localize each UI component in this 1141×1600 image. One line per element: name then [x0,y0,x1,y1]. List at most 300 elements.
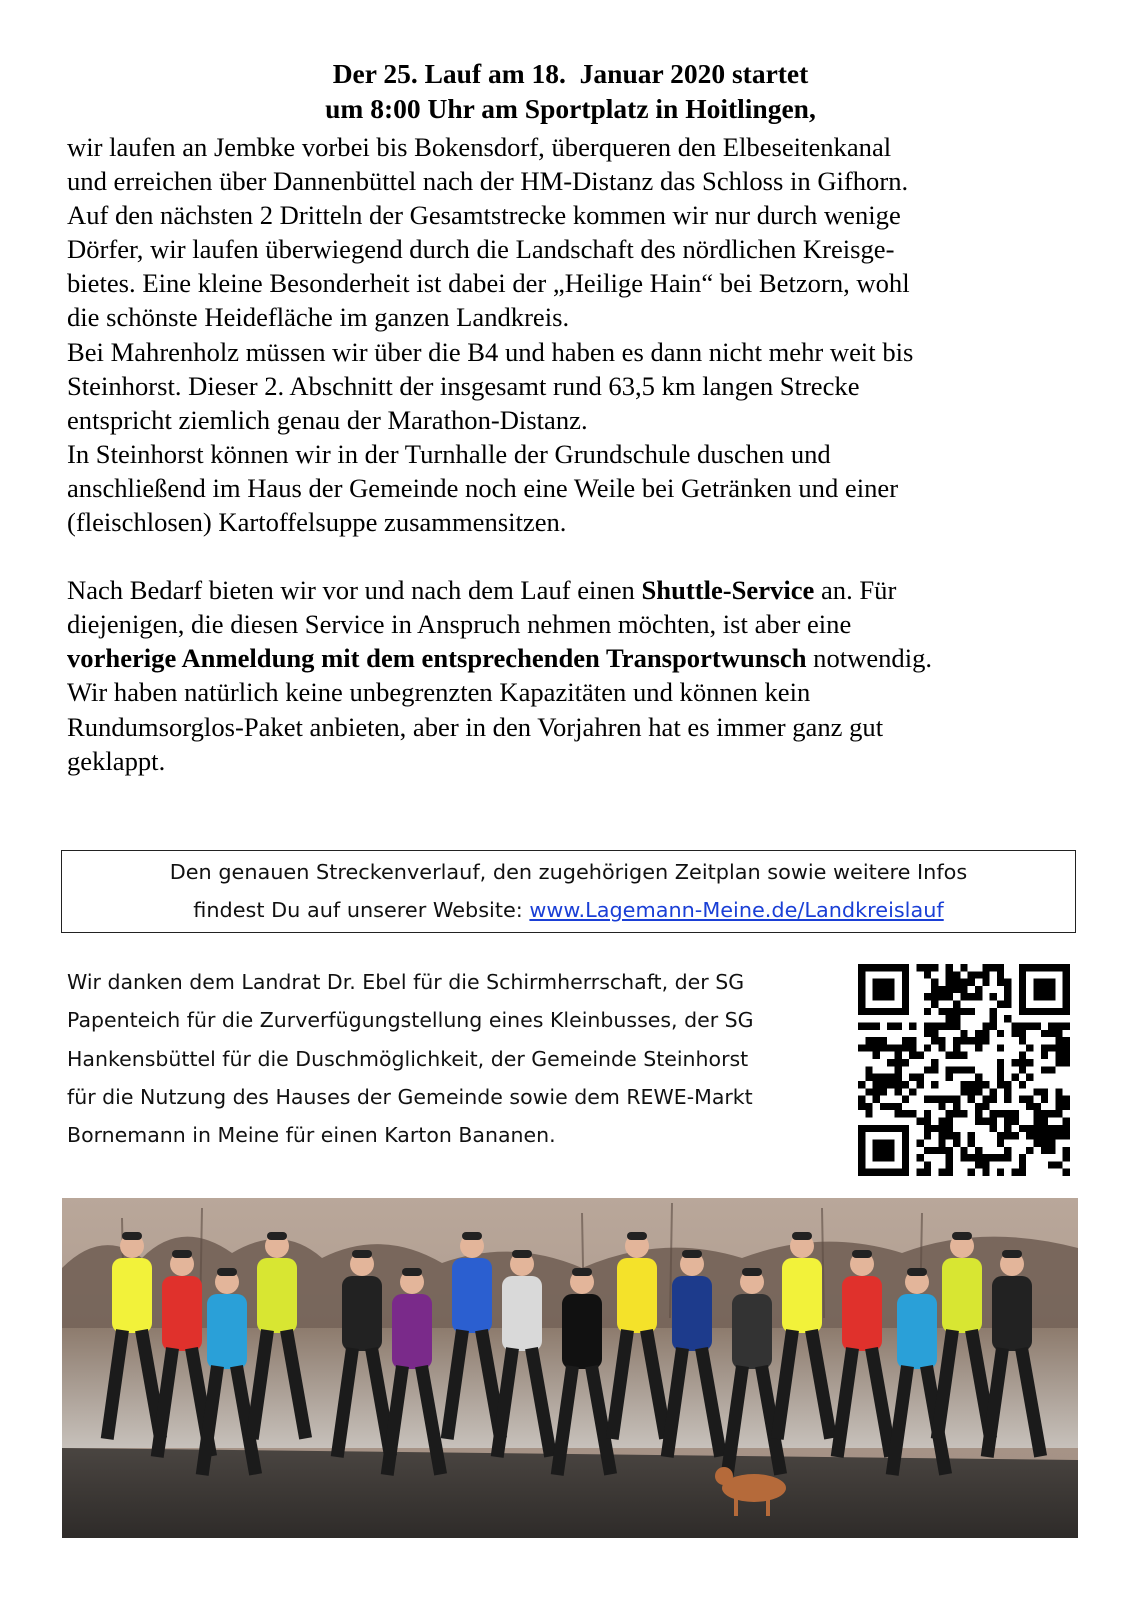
qr-module [902,971,909,978]
qr-module [902,1059,909,1066]
qr-module [858,1154,865,1161]
qr-module [982,1030,989,1037]
qr-module [990,964,997,971]
qr-module [1033,1132,1040,1139]
qr-module [946,993,953,1000]
qr-module [1019,993,1026,1000]
qr-module [880,993,887,1000]
qr-module [1048,1030,1055,1037]
qr-module [953,1001,960,1008]
qr-module [997,1081,1004,1088]
qr-module [953,1015,960,1022]
qr-module [953,1139,960,1146]
qr-module [858,1103,865,1110]
qr-module [865,1088,872,1095]
qr-module [975,971,982,978]
qr-module [865,964,872,971]
qr-module [924,1147,931,1154]
qr-module [873,1096,880,1103]
qr-module [1055,1044,1062,1051]
qr-module [1019,986,1026,993]
body-line: bietes. Eine kleine Besonderheit ist dabei der „Heilige Hain“ bei Betzorn, wohl [67,268,910,299]
body-line: geklappt. [67,745,166,776]
qr-module [880,1103,887,1110]
qr-module [880,1037,887,1044]
qr-module [865,1074,872,1081]
qr-module [997,1169,1004,1176]
thanks-paragraph [67,963,847,1154]
qr-module [982,979,989,986]
registration-emphasis: vorherige Anmeldung mit dem entsprechenden Transportwunsch [67,643,807,674]
qr-module [1063,1044,1070,1051]
qr-module [946,1022,953,1029]
qr-module [975,986,982,993]
qr-module [1004,1118,1011,1125]
body-line: Dörfer, wir laufen überwiegend durch die Landschaft des nördlichen Kreisge- [67,234,895,265]
body-line: In Steinhorst können wir in der Turnhalle der Grundschule duschen und [67,438,831,469]
qr-module [960,1088,967,1095]
qr-module [865,1037,872,1044]
qr-module [982,1103,989,1110]
qr-module [902,1037,909,1044]
qr-module [902,964,909,971]
qr-module [938,1139,945,1146]
headline-line-2: um 8:00 Uhr am Sportplatz in Hoitlingen, [325,93,816,124]
qr-module [924,1118,931,1125]
qr-module [1063,1132,1070,1139]
qr-module [997,1030,1004,1037]
qr-module [858,1161,865,1168]
qr-module [1041,1132,1048,1139]
qr-module [1012,1059,1019,1066]
qr-module [1055,1096,1062,1103]
qr-module [1063,986,1070,993]
qr-module [960,1037,967,1044]
qr-module [1004,1147,1011,1154]
qr-module [895,1110,902,1117]
body-text [67,130,1087,778]
qr-module [990,1118,997,1125]
qr-module [902,1008,909,1015]
qr-module [880,1147,887,1154]
qr-module [1004,1015,1011,1022]
qr-module [902,1139,909,1146]
qr-module [1012,1110,1019,1117]
qr-module [902,1001,909,1008]
qr-module [873,1037,880,1044]
qr-module [909,1044,916,1051]
qr-module [953,971,960,978]
qr-module [1055,1008,1062,1015]
qr-module [975,1118,982,1125]
qr-module [858,1169,865,1176]
qr-module [1063,1118,1070,1125]
qr-module [1026,1147,1033,1154]
qr-module [1019,1022,1026,1029]
qr-module [938,993,945,1000]
qr-module [1048,1161,1055,1168]
qr-module [873,964,880,971]
qr-module [938,1037,945,1044]
qr-module [858,971,865,978]
qr-module [1041,1030,1048,1037]
shuttle-line-1 [67,573,1087,607]
qr-module [946,1132,953,1139]
qr-module [938,1096,945,1103]
qr-module [982,1037,989,1044]
qr-module [975,1103,982,1110]
qr-module [916,1074,923,1081]
qr-module [946,979,953,986]
qr-module [1004,1132,1011,1139]
qr-module [887,1074,894,1081]
qr-module [997,1044,1004,1051]
qr-module [1063,979,1070,986]
qr-module [968,1169,975,1176]
qr-module [902,1110,909,1117]
qr-module [997,1059,1004,1066]
qr-module [873,1022,880,1029]
info-line-1: Den genauen Streckenverlauf, den zugehörigen Zeitplan sowie weitere Infos [169,860,968,884]
qr-module [953,1037,960,1044]
qr-module [902,986,909,993]
qr-module [931,993,938,1000]
qr-module [924,964,931,971]
qr-module [1063,1096,1070,1103]
qr-module [1004,1125,1011,1132]
qr-module [1019,971,1026,978]
qr-module [1041,1088,1048,1095]
shuttle-text: Nach Bedarf bieten wir vor und nach dem Lauf einen [67,575,642,606]
qr-module [1055,1161,1062,1168]
qr-module [1048,1044,1055,1051]
registration-line [67,641,1087,675]
qr-module [946,1015,953,1022]
qr-module [997,1139,1004,1146]
body-line: (fleischlosen) Kartoffelsuppe zusammensitzen. [67,507,567,538]
qr-module [975,1081,982,1088]
qr-module [1019,964,1026,971]
qr-module [887,1059,894,1066]
qr-module [916,1052,923,1059]
website-link[interactable]: www.Lagemann-Meine.de/Landkreislauf [529,898,944,922]
qr-module [887,1044,894,1051]
qr-module [931,964,938,971]
qr-module [1055,964,1062,971]
qr-module [1063,1001,1070,1008]
qr-module [1041,1066,1048,1073]
qr-module [1012,1118,1019,1125]
qr-module [865,1022,872,1029]
qr-module [909,1074,916,1081]
body-line: diejenigen, die diesen Service in Anspruch nehmen möchten, ist aber eine [67,609,852,640]
qr-module [924,1132,931,1139]
qr-module [1012,1132,1019,1139]
body-line: Bei Mahrenholz müssen wir über die B4 und haben es dann nicht mehr weit bis [67,336,914,367]
qr-module [858,1044,865,1051]
qr-module [880,1154,887,1161]
qr-module [960,979,967,986]
qr-module [931,979,938,986]
qr-module [909,1088,916,1095]
qr-module [895,1125,902,1132]
qr-module [902,1147,909,1154]
qr-module [946,1147,953,1154]
qr-module [975,1147,982,1154]
qr-module [968,1139,975,1146]
qr-module [895,1052,902,1059]
qr-module [1063,964,1070,971]
qr-module [1041,1096,1048,1103]
qr-module [1033,986,1040,993]
qr-module [931,1022,938,1029]
qr-module [982,971,989,978]
qr-module [909,1037,916,1044]
headline [0,56,1141,126]
qr-module [960,1030,967,1037]
qr-module [873,1154,880,1161]
qr-module [968,1088,975,1095]
qr-module [924,1096,931,1103]
qr-module [858,1001,865,1008]
qr-module [953,979,960,986]
qr-module [916,1118,923,1125]
qr-module [931,1066,938,1073]
qr-module [1019,1169,1026,1176]
qr-module [990,1096,997,1103]
qr-module [1012,1074,1019,1081]
qr-module [1063,1169,1070,1176]
qr-module [1004,1110,1011,1117]
qr-module [1004,986,1011,993]
qr-module [960,1066,967,1073]
qr-module [938,1169,945,1176]
qr-module [953,1132,960,1139]
body-line: Auf den nächsten 2 Dritteln der Gesamtstrecke kommen wir nur durch wenige [67,200,901,231]
qr-module [1063,1008,1070,1015]
body-line: Steinhorst. Dieser 2. Abschnitt der insgesamt rund 63,5 km langen Strecke [67,370,860,401]
qr-module [968,979,975,986]
qr-module [1019,1161,1026,1168]
qr-module [1019,1059,1026,1066]
qr-module [902,1132,909,1139]
qr-module [997,1154,1004,1161]
qr-module [909,1022,916,1029]
qr-module [982,1154,989,1161]
qr-module [887,964,894,971]
website-info-box [61,850,1076,933]
qr-module [858,986,865,993]
qr-module [1033,1103,1040,1110]
qr-module [895,1088,902,1095]
qr-module [946,1074,953,1081]
qr-module [1033,979,1040,986]
qr-module [975,993,982,1000]
thanks-line: Bornemann in Meine für einen Karton Bananen. [67,1123,556,1148]
qr-module [968,1066,975,1073]
qr-module [931,1059,938,1066]
qr-module [880,1081,887,1088]
qr-module [1019,979,1026,986]
qr-module [895,964,902,971]
qr-module [960,986,967,993]
qr-module [858,1096,865,1103]
qr-module [938,1118,945,1125]
qr-module [975,1074,982,1081]
qr-module [1055,1103,1062,1110]
qr-module [946,1110,953,1117]
qr-module [1026,1059,1033,1066]
qr-module [1048,964,1055,971]
qr-module [880,1169,887,1176]
qr-module [1063,1154,1070,1161]
qr-module [895,1081,902,1088]
qr-module [982,1022,989,1029]
qr-module [1063,993,1070,1000]
qr-module [1055,1030,1062,1037]
qr-module [968,1037,975,1044]
qr-module [1041,1008,1048,1015]
qr-module [902,1169,909,1176]
qr-module [968,971,975,978]
qr-module [873,1088,880,1095]
qr-module [946,1161,953,1168]
qr-module [880,964,887,971]
qr-module [924,1066,931,1073]
qr-module [931,1081,938,1088]
qr-module [931,1037,938,1044]
qr-module [916,1139,923,1146]
qr-module [938,1044,945,1051]
qr-module [902,1081,909,1088]
qr-module [1048,1066,1055,1073]
qr-module [873,1081,880,1088]
qr-module [1004,1081,1011,1088]
qr-module [968,993,975,1000]
qr-module [865,1066,872,1073]
qr-module [880,1139,887,1146]
qr-module [990,1088,997,1095]
qr-module [938,1103,945,1110]
qr-module [990,1008,997,1015]
qr-module [982,964,989,971]
thanks-line: Hankensbüttel für die Duschmöglichkeit, der Gemeinde Steinhorst [67,1046,749,1071]
qr-module [887,1169,894,1176]
qr-module [858,1139,865,1146]
qr-module [865,1110,872,1117]
qr-module [1004,1096,1011,1103]
shuttle-text: an. Für [814,575,897,606]
qr-module [924,1169,931,1176]
qr-module [931,1096,938,1103]
qr-module [873,1139,880,1146]
qr-module [990,1154,997,1161]
qr-code-icon[interactable] [858,964,1070,1176]
qr-module [931,1125,938,1132]
qr-module [895,1169,902,1176]
qr-module [1041,1147,1048,1154]
thanks-line: Papenteich für die Zurverfügungstellung eines Kleinbusses, der SG [67,1008,754,1033]
qr-module [997,979,1004,986]
qr-module [865,1125,872,1132]
body-line: Rundumsorglos-Paket anbieten, aber in den Vorjahren hat es immer ganz gut [67,711,884,742]
qr-module [1026,1022,1033,1029]
qr-module [865,1008,872,1015]
qr-module [1063,1052,1070,1059]
qr-module [1048,1125,1055,1132]
qr-module [953,1044,960,1051]
qr-module [946,1052,953,1059]
qr-module [938,1125,945,1132]
qr-module [938,1147,945,1154]
qr-module [1026,1096,1033,1103]
qr-module [982,1081,989,1088]
qr-module [1012,1169,1019,1176]
qr-module [1055,1037,1062,1044]
qr-module [902,1161,909,1168]
qr-module [953,1008,960,1015]
qr-module [887,1081,894,1088]
qr-module [997,971,1004,978]
qr-module [924,1030,931,1037]
qr-module [1026,1074,1033,1081]
qr-module [895,1044,902,1051]
qr-module [1063,1059,1070,1066]
qr-module [1033,964,1040,971]
qr-module [1004,1088,1011,1095]
qr-module [887,1139,894,1146]
qr-module [1055,1132,1062,1139]
qr-module [1004,979,1011,986]
qr-module [1033,993,1040,1000]
qr-module [873,1008,880,1015]
qr-module [887,979,894,986]
qr-module [924,1110,931,1117]
qr-module [1004,993,1011,1000]
qr-module [1041,1052,1048,1059]
qr-module [990,1022,997,1029]
qr-module [982,1161,989,1168]
qr-module [1004,1001,1011,1008]
qr-module [1041,1118,1048,1125]
qr-module [902,1154,909,1161]
qr-module [1048,1008,1055,1015]
qr-module [916,1169,923,1176]
qr-module [982,1118,989,1125]
qr-module [865,1169,872,1176]
qr-module [997,1110,1004,1117]
qr-module [953,1052,960,1059]
qr-module [1048,1022,1055,1029]
qr-module [916,964,923,971]
qr-module [873,1074,880,1081]
qr-module [865,1044,872,1051]
qr-module [997,1074,1004,1081]
qr-module [880,1044,887,1051]
qr-module [946,1154,953,1161]
body-line: wir laufen an Jembke vorbei bis Bokensdorf, überqueren den Elbeseitenkanal [67,132,892,162]
qr-module [1063,1022,1070,1029]
body-line: und erreichen über Dannenbüttel nach der HM-Distanz das Schloss in Gifhorn. [67,166,909,197]
qr-module [924,1161,931,1168]
qr-module [990,993,997,1000]
qr-module [1041,1044,1048,1051]
qr-module [1041,1125,1048,1132]
qr-module [1055,1088,1062,1095]
qr-module [1019,1030,1026,1037]
qr-module [982,1096,989,1103]
qr-module [902,993,909,1000]
